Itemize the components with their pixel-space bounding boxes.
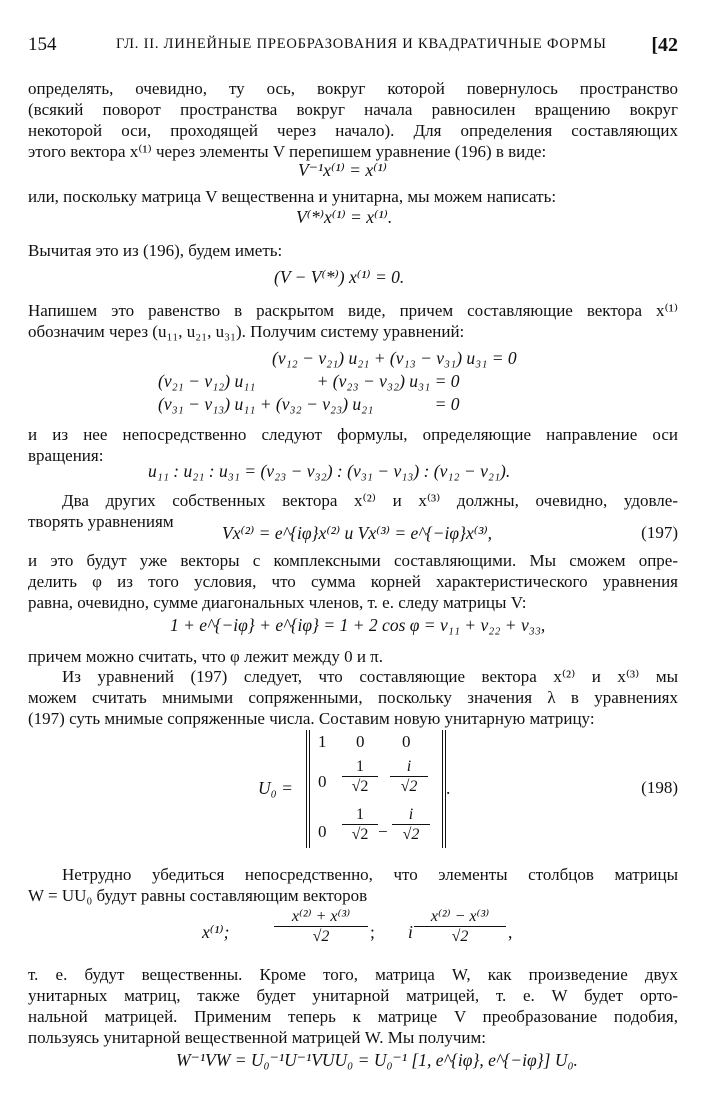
text-line: или, поскольку матрица V вещественна и унитарна, мы можем написать: (28, 187, 557, 206)
text-line: и из нее непосредственно следуют формулы, определяющие направление оси (28, 425, 678, 444)
equation-number: (198) (641, 778, 678, 797)
text-line: пользуясь унитарной вещественной матрицей W. Мы получим: (28, 1028, 486, 1047)
section-number: [42 (651, 34, 678, 56)
text-line: вращения: (28, 446, 104, 465)
vector-fraction: $\frac{\text{x⁽²⁾ + x⁽³⁾}}{√2}$ (274, 906, 368, 946)
text-line: Из уравнений (197) следует, что составляющие вектора x⁽²⁾ и x⁽³⁾ мы (62, 667, 678, 686)
text-line: этого вектора x⁽¹⁾ через элементы V перепишем уравнение (196) в виде: (28, 142, 547, 161)
text-line: т. е. будут вещественны. Кроме того, матрица W, как произведение двух (28, 965, 678, 984)
matrix-fraction: $\frac{1}{√2}$ (342, 806, 378, 844)
equation: V⁽*⁾x⁽¹⁾ = x⁽¹⁾. (296, 207, 393, 227)
equation: u₁₁ : u₂₁ : u₃₁ = (v₂₃ − v₃₂) : (v₃₁ − v₁₃) : (v₁₂ − v₂₁). (148, 461, 511, 481)
matrix-period: . (446, 778, 451, 798)
matrix-cell: 0 (318, 822, 327, 841)
vector-fraction: $\frac{\text{x⁽²⁾ − x⁽³⁾}}{√2}$ (414, 906, 506, 946)
comma: , (508, 922, 513, 942)
matrix-cell: 0 (318, 772, 327, 791)
equation: W⁻¹VW = U₀⁻¹U⁻¹VUU₀ = U₀⁻¹ [1, e^{iφ}, e^{−iφ}] U₀. (176, 1050, 578, 1070)
matrix-fraction: $\frac{i}{√2}$ (390, 758, 428, 796)
minus-sign: − (378, 822, 388, 841)
text-line: и это будут уже векторы с комплексными составляющими. Мы сможем опре- (28, 551, 678, 570)
text-line: W = UU₀ будут равны составляющим векторов (28, 886, 368, 905)
matrix-lhs: U₀ = (258, 778, 293, 798)
system-equation: (v₃₁ − v₁₃) u₁₁ + (v₃₂ − v₂₃) u₂₁ = 0 (158, 394, 460, 414)
text-line: унитарных матриц, также будет унитарной матрицей, т. е. W будет орто- (28, 986, 678, 1005)
text-line: некоторой оси, проходящей через начало). Для определения составляющих (28, 121, 678, 140)
equation: 1 + e^{−iφ} + e^{iφ} = 1 + 2 cos φ = v₁₁ + v₂₂ + v₃₃, (170, 615, 546, 635)
system-equation: (v₁₂ − v₂₁) u₂₁ + (v₁₃ − v₃₁) u₃₁ = 0 (272, 348, 517, 368)
equation-number: (197) (641, 523, 678, 542)
text-line: Два других собственных вектора x⁽²⁾ и x⁽³⁾ должны, очевидно, удовле- (62, 491, 678, 510)
matrix-fraction: $\frac{1}{√2}$ (342, 758, 378, 796)
text-line: равна, очевидно, сумме диагональных членов, т. е. следу матрицы V: (28, 593, 527, 612)
text-line: можем считать мнимыми сопряженными, поскольку значения λ в уравнениях (28, 688, 678, 707)
text-line: причем можно считать, что φ лежит между 0 и π. (28, 647, 383, 666)
page-header (28, 34, 678, 60)
equation: Vx⁽²⁾ = e^{iφ}x⁽²⁾ и Vx⁽³⁾ = e^{−iφ}x⁽³⁾, (222, 523, 493, 543)
text-line: (197) суть мнимые сопряженные числа. Составим новую унитарную матрицу: (28, 709, 595, 728)
matrix-u0 (306, 730, 446, 848)
matrix-fraction: $\frac{i}{√2}$ (392, 806, 430, 844)
page-number: 154 (28, 34, 57, 55)
semicolon: ; (370, 922, 375, 942)
text-line: нальной матрицей. Применим теперь к матрице V преобразование подобия, (28, 1007, 678, 1026)
text-line: Вычитая это из (196), будем иметь: (28, 241, 283, 260)
text-line: Напишем это равенство в раскрытом виде, причем составляющие вектора x⁽¹⁾ (28, 301, 678, 320)
text-line: творять уравнениям (28, 512, 174, 531)
text-line: определять, очевидно, ту ось, вокруг которой повернулось пространство (28, 79, 678, 98)
equation: (V − V⁽*⁾) x⁽¹⁾ = 0. (274, 267, 405, 287)
text-line: делить φ из того условия, что сумма корней характеристического уравнения (28, 572, 678, 591)
imaginary-unit: i (408, 922, 413, 942)
vector-x1: x⁽¹⁾; (202, 922, 230, 942)
running-title: ГЛ. II. ЛИНЕЙНЫЕ ПРЕОБРАЗОВАНИЯ И КВАДРАТИЧНЫЕ ФОРМЫ (116, 36, 607, 52)
text-line: Нетрудно убедиться непосредственно, что элементы столбцов матрицы (62, 865, 678, 884)
matrix-cell: 1 (318, 732, 327, 751)
matrix-cell: 0 (402, 732, 411, 751)
system-equation: (v₂₁ − v₁₂) u₁₁ + (v₂₃ − v₃₂) u₃₁ = 0 (158, 371, 460, 391)
matrix-cell: 0 (356, 732, 365, 751)
text-line: обозначим через (u₁₁, u₂₁, u₃₁). Получим систему уравнений: (28, 322, 465, 341)
equation: V⁻¹x⁽¹⁾ = x⁽¹⁾ (298, 160, 387, 180)
text-line: (всякий поворот пространства вокруг начала равносилен вращению вокруг (28, 100, 678, 119)
